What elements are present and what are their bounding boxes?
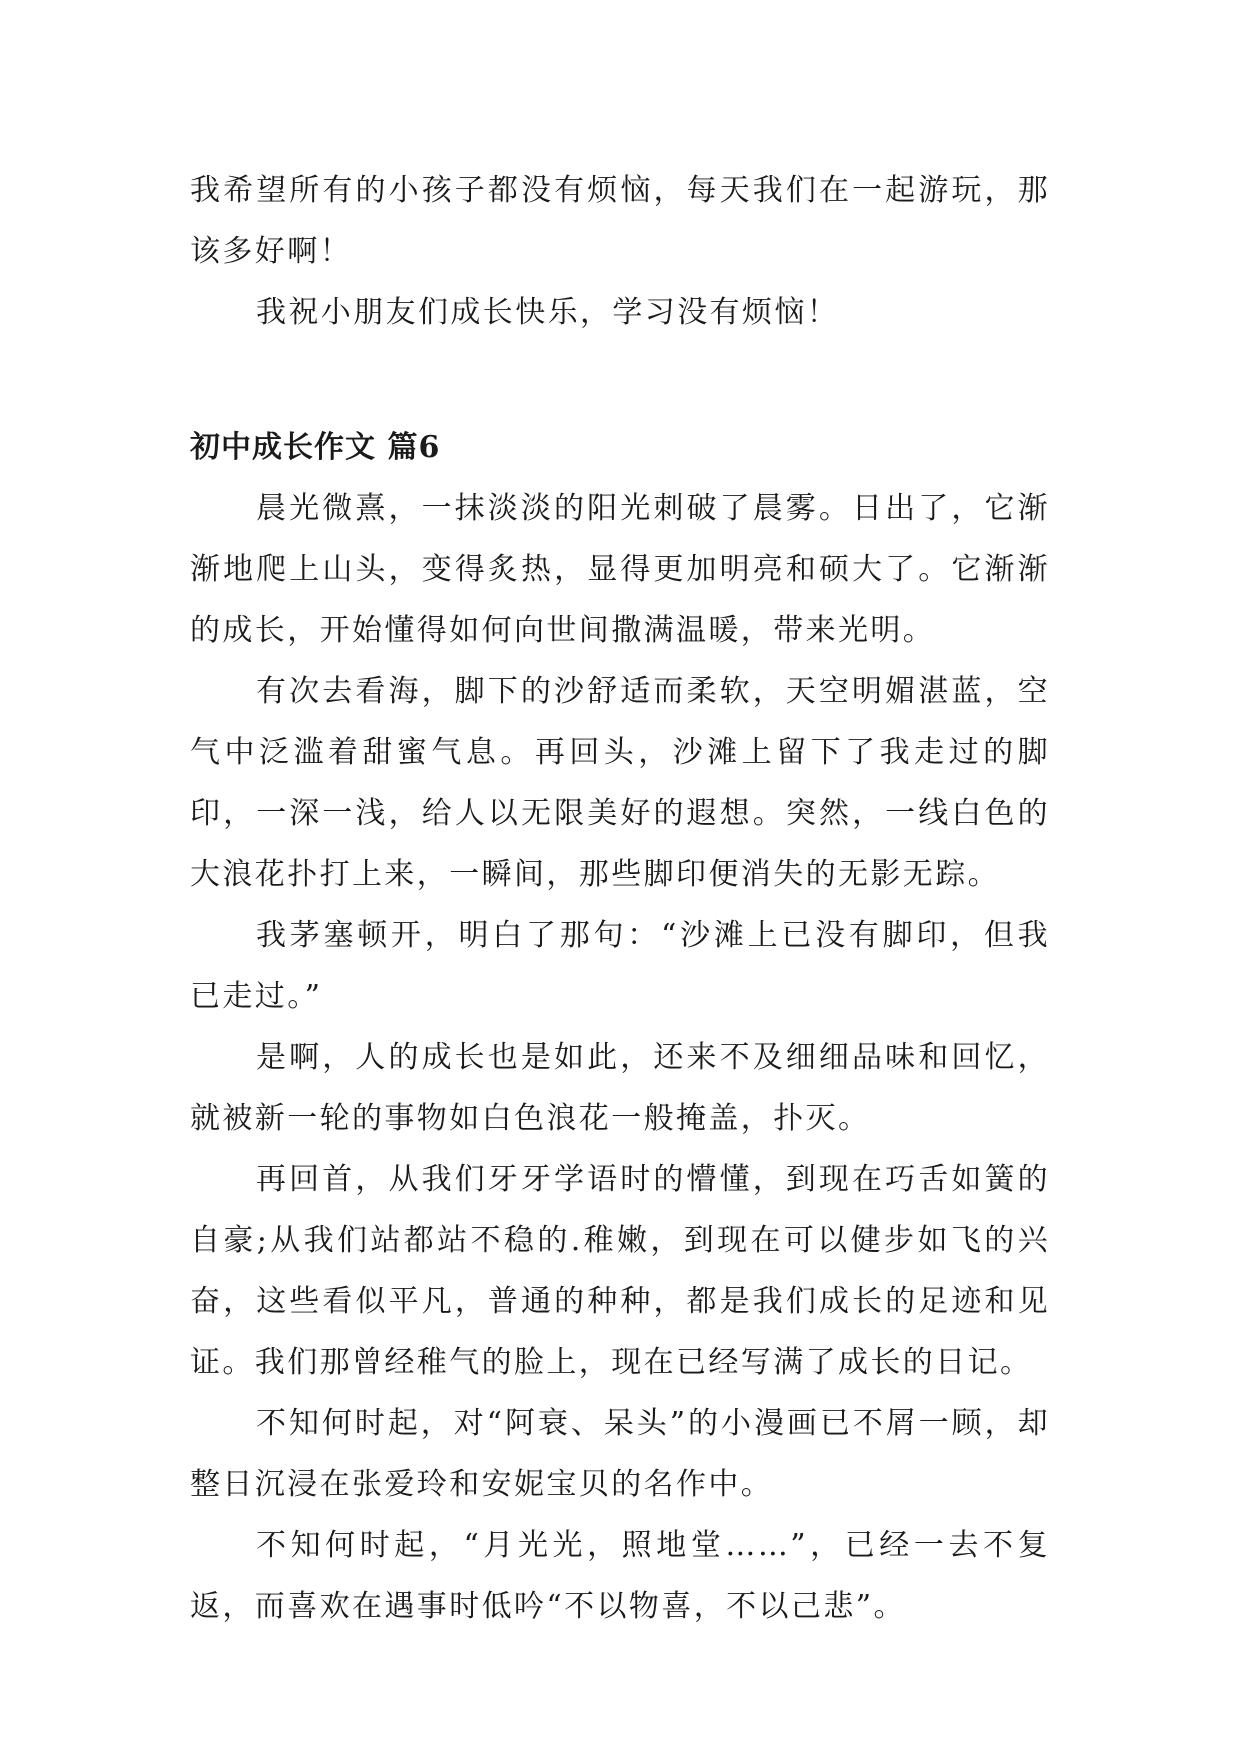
paragraph-continued: 我希望所有的小孩子都没有烦恼，每天我们在一起游玩，那该多好啊！ (190, 173, 1050, 269)
paragraph: 不知何时起，对“阿衰、呆头”的小漫画已不屑一顾，却整日沉浸在张爱玲和安妮宝贝的名作中。 (190, 1406, 1050, 1502)
paragraph: 晨光微熹，一抹淡淡的阳光刺破了晨雾。日出了，它渐渐地爬上山头，变得炙热，显得更加明亮和硕大了。它渐渐的成长，开始懂得如何向世间撒满温暖，带来光明。 (190, 491, 1050, 648)
section-heading: 初中成长作文 篇6 (190, 430, 441, 465)
paragraph-closing: 我祝小朋友们成长快乐，学习没有烦恼！ (256, 295, 840, 330)
paragraph: 有次去看海，脚下的沙舒适而柔软，天空明媚湛蓝，空气中泛滥着甜蜜气息。再回头，沙滩上留下了我走过的脚印，一深一浅，给人以无限美好的遐想。突然，一线白色的大浪花扑打上来，一瞬间，那些脚印便消失的无影无踪。 (190, 674, 1050, 892)
paragraph: 是啊，人的成长也是如此，还来不及细细品味和回忆，就被新一轮的事物如白色浪花一般掩盖，扑灭。 (190, 1040, 1050, 1136)
paragraph: 再回首，从我们牙牙学语时的懵懂，到现在巧舌如簧的自豪;从我们站都站不稳的.稚嫩，到现在可以健步如飞的兴奋，这些看似平凡，普通的种种，都是我们成长的足迹和见证。我们那曾经稚气的脸上，现在已经写满了成长的日记。 (190, 1162, 1050, 1380)
paragraph: 不知何时起，“月光光，照地堂……”，已经一去不复返，而喜欢在遇事时低吟“不以物喜，不以己悲”。 (190, 1528, 1050, 1624)
paragraph: 我茅塞顿开，明白了那句：“沙滩上已没有脚印，但我已走过。” (190, 918, 1050, 1014)
document-page (190, 160, 1050, 1637)
